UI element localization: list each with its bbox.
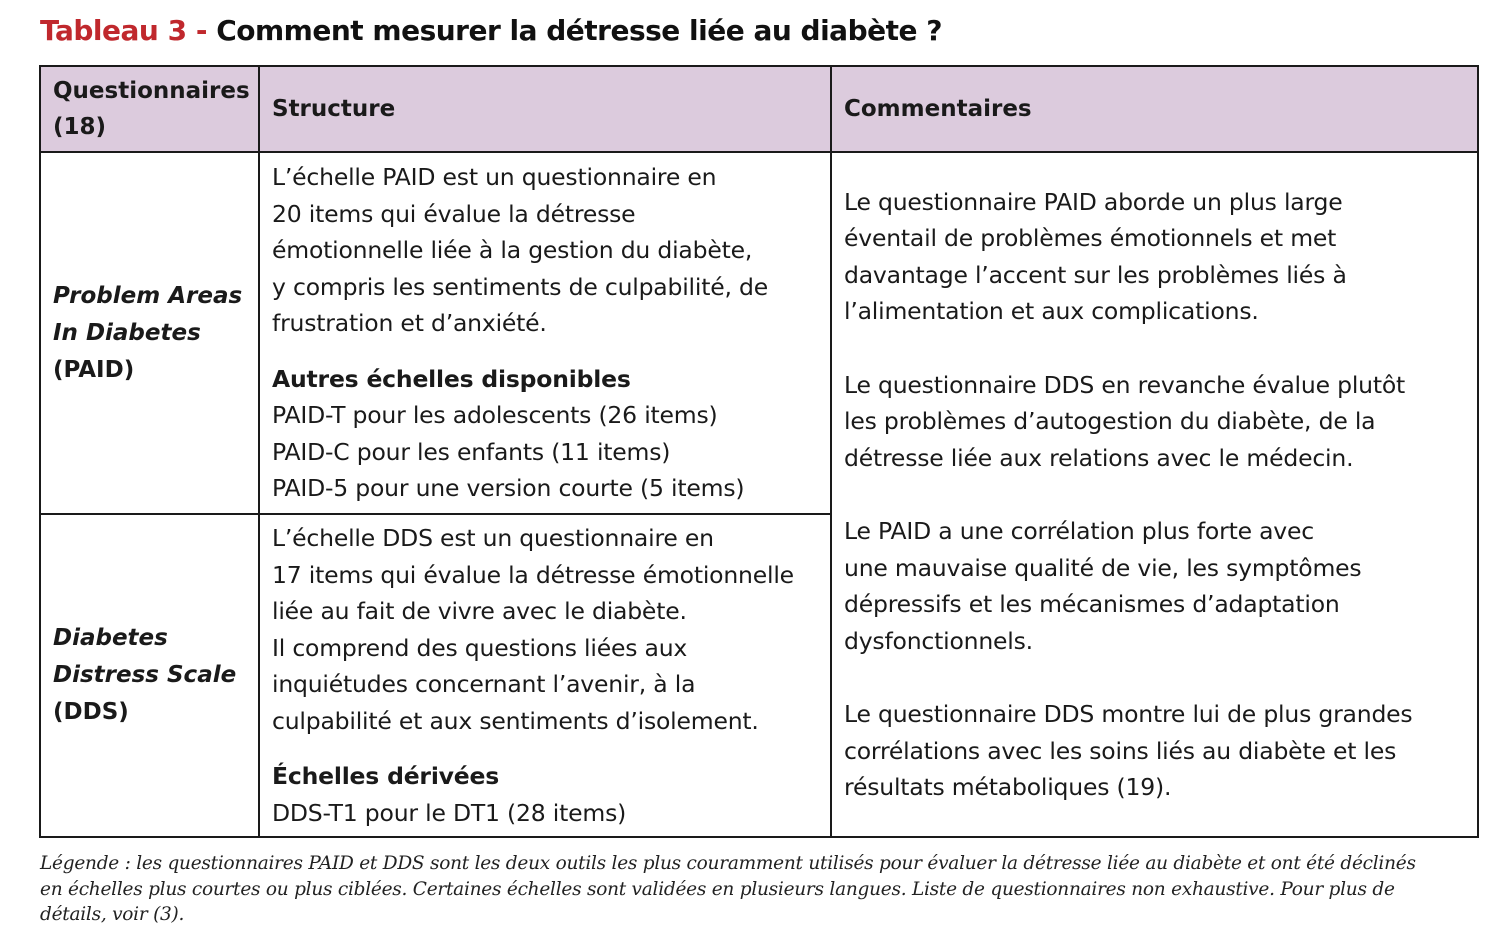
comment-paragraph — [844, 367, 1465, 477]
structure-line: Il comprend des questions liées aux — [272, 633, 688, 662]
title-text: Comment mesurer la détresse liée au diabète ? — [216, 14, 942, 47]
structure-subheading: Autres échelles disponibles — [272, 364, 631, 393]
comment-line: dépressifs et les mécanismes d’adaptation — [844, 590, 1340, 618]
comment-line: Le PAID a une corrélation plus forte avec — [844, 517, 1314, 545]
structure-subheading: Échelles dérivées — [272, 762, 500, 790]
table-legend — [40, 851, 1480, 928]
structure-line: culpabilité et aux sentiments d’isolement. — [272, 706, 759, 735]
structure-subline: PAID-T pour les adolescents (26 items) — [272, 401, 718, 430]
row-name-line2: Distress Scale — [53, 662, 237, 688]
comment-line: corrélations avec les soins liés au diabète et les — [844, 736, 1397, 765]
structure-line: L’échelle PAID est un questionnaire en — [272, 163, 717, 192]
row-name-paid — [40, 152, 259, 514]
table-title — [40, 14, 942, 47]
comment-line: davantage l’accent sur les problèmes liés à — [844, 260, 1347, 289]
comment-line: résultats métaboliques (19). — [844, 773, 1172, 801]
structure-cell-paid — [259, 152, 831, 514]
legend-line: détails, voir (3). — [40, 904, 185, 925]
comment-paragraph — [844, 696, 1465, 806]
legend-line: en échelles plus courtes ou plus ciblées. Certaines échelles sont validées en plusieurs langues. Liste de questionnaires non exhaustive. Pour plus de — [40, 878, 1395, 900]
comment-line: Le questionnaire DDS montre lui de plus grandes — [844, 700, 1413, 728]
row-abbreviation: (DDS) — [53, 699, 129, 725]
comment-line: l’alimentation et aux complications. — [844, 297, 1259, 325]
comment-line: Le questionnaire PAID aborde un plus large — [844, 187, 1343, 216]
table-number: Tableau 3 — [40, 14, 187, 47]
header-questionnaires-line2: (18) — [53, 114, 107, 140]
row-name-line1: Problem Areas — [53, 282, 243, 309]
header-questionnaires-line1: Questionnaires — [53, 78, 250, 104]
comment-paragraph — [844, 184, 1465, 330]
comment-paragraph — [844, 513, 1465, 659]
title-separator: - — [195, 14, 207, 47]
row-name-line1: Diabetes — [53, 625, 168, 651]
structure-line: émotionnelle liée à la gestion du diabète, — [272, 236, 753, 265]
structure-line: L’échelle DDS est un questionnaire en — [272, 524, 714, 552]
structure-line: frustration et d’anxiété. — [272, 309, 547, 338]
comment-cell — [831, 152, 1478, 837]
table-row-paid — [40, 152, 1478, 514]
structure-line: liée au fait de vivre avec le diabète. — [272, 597, 687, 625]
comment-line: Le questionnaire DDS en revanche évalue plutôt — [844, 370, 1406, 399]
comment-line: éventail de problèmes émotionnels et met — [844, 224, 1337, 252]
header-row — [40, 66, 1478, 152]
row-name-dds — [40, 514, 259, 837]
header-commentaires: Commentaires — [831, 66, 1478, 152]
structure-line: 17 items qui évalue la détresse émotionnelle — [272, 560, 794, 589]
questionnaire-table — [39, 65, 1479, 838]
comment-line: détresse liée aux relations avec le médecin. — [844, 443, 1354, 472]
legend-line: Légende : les questionnaires PAID et DDS sont les deux outils les plus couramment utilisés pour évaluer la détresse liée au diabète et ont été déclinés — [40, 853, 1416, 874]
structure-subline: PAID-5 pour une version courte (5 items) — [272, 474, 745, 503]
comment-line: une mauvaise qualité de vie, les symptômes — [844, 553, 1362, 582]
header-structure: Structure — [259, 66, 831, 152]
structure-line: y compris les sentiments de culpabilité, de — [272, 272, 768, 301]
structure-subline: PAID-C pour les enfants (11 items) — [272, 437, 671, 466]
row-abbreviation: (PAID) — [53, 356, 135, 383]
row-name-line2: In Diabetes — [53, 319, 201, 346]
structure-cell-dds — [259, 514, 831, 837]
structure-line: 20 items qui évalue la détresse — [272, 199, 636, 228]
comment-line: dysfonctionnels. — [844, 626, 1033, 655]
structure-line: inquiétudes concernant l’avenir, à la — [272, 670, 696, 698]
header-questionnaires — [40, 66, 259, 152]
structure-subline: DDS-T1 pour le DT1 (28 items) — [272, 798, 627, 827]
comment-line: les problèmes d’autogestion du diabète, de la — [844, 407, 1376, 435]
